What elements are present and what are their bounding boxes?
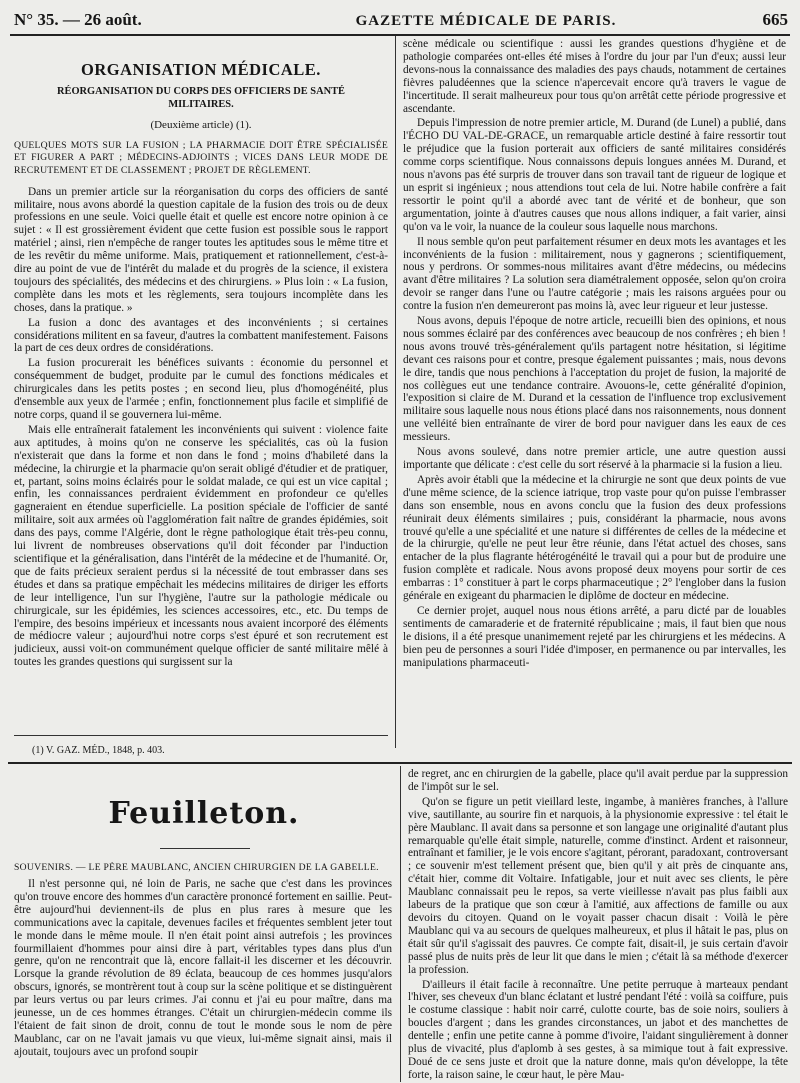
article-subtitle: RÉORGANISATION DU CORPS DES OFFICIERS DE SANTÉ MILITAIRES. (57, 85, 345, 110)
paragraph: Après avoir établi que la médecine et la chirurgie ne sont que deux points de vue d'une même science, de la science iatrique, trop vaste pour qu'on puisse l'embrasser dans son ensemble, nous en avons conclu que la fusion des deux professions réunirait deux éléments similaires ; puis, considérant la pharmacie, nous avons trouvé qu'elle a une spécialité et une nature si différentes de celles de la médecine et de la chirurgie, qu'elle ne peut leur être réunie, dans l'état actuel des choses, sans entacher de la plus flagrante hétérogénéité le travail qui a pour but de produire une fusion complète et radicale. Nous avons proposé deux moyens pour sortir de ces embarras : 1° constituer à part le corps pharmaceutique ; 2° l'englober dans la fusion générale en exigeant du pharmacien le diplôme de docteur en médecine. (403, 473, 786, 603)
feuilleton-title: Feuilleton. (108, 796, 300, 831)
paragraph: Dans un premier article sur la réorganisation du corps des officiers de santé militaire, nous avons abordé la question capitale de la fusion des trois ou de deux professions en une seule. Voici quelle était et quelle est encore notre opinion à ce sujet : « Il est grossièrement évident que cette fusion est possible sous le rapport matériel ; ainsi, rien n'empêche de ranger toutes les aptitudes sous le même titre et de les revêtir du même uniforme. Mais, pratiquement et rationnellement, c'est-à-dire au point de vue de l'intérêt du malade et du progrès de la science, il existera toujours des spécialités, des médecins et des chirurgiens. » Plus loin : « La fusion, complète dans les mots et les règlements, sera toujours incomplète dans les choses, dans la pratique. » (14, 185, 388, 314)
issue-number: N° 35. — 26 août. (14, 10, 142, 29)
feuilleton-right-column (408, 768, 788, 1080)
article-right-column (403, 38, 786, 754)
article-summary: QUELQUES MOTS SUR LA FUSION ; LA PHARMACIE DOIT ÊTRE SPÉCIALISÉE ET FIGURER A PART ; MÉDECINS-ADJOINTS ; VICES DANS LEUR MODE DE RECRUTEMENT ET DE CLASSEMENT ; PROJET DE RÈGLEMENT. (14, 139, 388, 176)
paragraph: Nous avons soulevé, dans notre premier article, une autre question aussi importante que délicate : c'est celle du sort réservé à la pharmacie si la fusion a lieu. (403, 446, 786, 471)
paragraph: de regret, anc en chirurgien de la gabelle, place qu'il avait perdue par la suppression de l'impôt sur le sel. (408, 768, 788, 793)
paragraph: Qu'on se figure un petit vieillard leste, ingambe, à manières franches, à l'allure vive, sautillante, au sourire fin et narquois, à la physionomie expressive : tel était le père Maublanc. Il avait dans sa personne et son langage une originalité d'autant plus remarquable qu'elle était simple, naturelle, comme d'instinct. Ardent et raisonneur, entraînant et familier, je le vois encore s'agitant, pérorant, paradoxant, controversant ; ce souvenir m'est tellement présent que, bien qu'il y ait près de cinquante ans, c'était hier, comme dit Voltaire. Infatigable, jour et nuit avec ses clients, le père Maublanc connaissait peu le repos, sa verte vieillesse n'avait pas plus faibli aux labeurs de la pratique que son cœur à l'amitié, aux affections de famille ou aux devoirs du citoyen. Quand on le voyait passer chacun disait : Voilà le père Maublanc qui va au secours de quelques malheureux, et plus il hâtait le pas, plus on était sûr qu'il s'agissait des pauvres. Ce compte fait, disait-il, je suis certain d'avoir passé plus de nuits près de leur lit que dans le mien ; c'était là sa méthode d'exercer la profession. (408, 795, 788, 976)
page-number: 665 (762, 10, 788, 29)
paragraph: Mais elle entraînerait fatalement les inconvénients qui suivent : violence faite aux aptitudes, à moins qu'on ne conserve les spécialités, cas où la fusion n'existerait que dans la forme et non dans le fond ; moins d'habileté dans la médecine, la chirurgie et la pharmacie qu'on serait obligé d'étudier et de pratiquer, et, partant, soins moins éclairés pour le soldat malade, ce qui est un vice capital ; enfin, les connaissances perdraient évidemment en profondeur ce qu'elles gagneraient en étendue superficielle. La position spéciale de l'officier de santé militaire, soit aux armées où l'agglomération fait naître de grandes épidémies, soit dans des pays, comme l'Algérie, dont le règne pathologique était très-peu connu, lui livrent de nombreuses observations qu'il doit féconder par l'induction scientifique et la généralisation, dans l'intérêt de la médecine et de l'humanité. Or, que de faits précieux seraient perdus si la nécessité de tout embrasser dans ses études et dans sa pratique empêchait les médecins militaires de diriger les efforts de leur intelligence, l'un sur l'hygiène, l'autre sur la pathologie médicale ou chirurgicale, sur les épidémies, les sciences accessoires, etc., etc. Du temps de l'empire, des besoins impérieux et incessants nous avaient incorporé des éléments de médiocre valeur ; aujourd'hui notre corps s'est épuré et son recrutement est judicieux, aussi voit-on communément quelque officier de santé militaire mêlé à toutes les grandes questions qui surgissent sur la (14, 423, 388, 669)
feuilleton-subtitle: SOUVENIRS. — LE PÈRE MAUBLANC, ANCIEN CHIRURGIEN DE LA GABELLE. (14, 862, 379, 873)
paragraph: scène médicale ou scientifique : aussi les grandes questions d'hygiène et de pathologie comparées ont-elles été mises à l'ordre du jour par l'un d'eux; aussi leur devons-nous la connaissance des maladies des pays chauds, notamment de certaines fièvres paludéennes que la science n'apercevait encore qu'à travers le vague de l'incertitude. Il serait malheureux pour tous qu'on arrêtât cette période progressive et ascendante. (403, 38, 786, 115)
feuilleton-left-column (14, 862, 392, 1080)
page-header (14, 10, 788, 32)
paragraph: La fusion procurerait les bénéfices suivants : économie du personnel et conséquemment de budget, produite par le cumul des fonctions médicales et chirurgicales dans les petits postes ; en second lieu, plus d'homogénéité, plus d'ensemble aux yeux de l'armée ; enfin, fonctionnement plus facile et simplifié de notre corps, quand il se gouvernera lui-même. (14, 357, 388, 421)
paragraph: Nous avons, depuis l'époque de notre article, recueilli bien des opinions, et nous nous sommes éclairé par des conférences avec beaucoup de nos confrères ; eh bien ! nous avons trouvé très-généralement qu'ils partagent notre hésitation, si légitime devant ces raisons pour et contre, presque également puissantes ; mais, nous devons le dire, tandis que nous penchions à l'acceptation du projet de fusion, la majorité de nos collègues eut une tendance contraire. Avouons-le, cette généralité d'opinion, l'exposition si claire de M. Durand et la cessation de l'influence trop exclusivement militaire sous laquelle nous nous étions placé dans nos raisonnements, nous donnent une velléité bien entraînante de virer de bord pour naviguer dans les eaux de ces messieurs. (403, 315, 786, 444)
paragraph: Ce dernier projet, auquel nous nous étions arrêté, a paru dicté par de louables sentiments de camaraderie et de fraternité républicaine ; mais, il faut bien que nous le disions, il a été presque unanimement rejeté par les chirurgiens et les médecins. A bien peu de personnes a souri l'idée d'imposer, en permanence ou par intervalles, les manipulations pharmaceuti- (403, 604, 786, 669)
feuilleton-rule (8, 762, 792, 764)
column-divider (395, 36, 396, 748)
section-title: ORGANISATION MÉDICALE. (81, 60, 321, 79)
paragraph: Il n'est personne qui, né loin de Paris, ne sache que c'est dans les provinces qu'on trouve encore des hommes d'un caractère prononcé fortement en saillie. Peut-être aujourd'hui deviennent-ils de plus en plus rares à mesure que les communications avec la capitale, devenues faciles et fréquentes semblent jeter tout le monde dans le même moule. Il n'en était point ainsi autrefois ; les provinces fourmillaient d'hommes pour ainsi dire à part, véritables types dans plus d'un genre, qu'on ne rencontrait que là, encore fallait-il les discerner et les découvrir. Lorsque la grande révolution de 89 éclata, beaucoup de ces hommes jusqu'alors obscurs, ignorés, se montrèrent tout à coup sur la scène politique et se distinguèrent par leurs vertus ou par leurs crimes. J'ai connu et j'ai eu pour maître, dans ma jeunesse, un de ces hommes étranges. C'était un chirurgien-médecin comme ils l'étaient de fait sinon de droit, connu de tout le monde sous le nom de père Maublanc, car on ne l'avait jamais vu que vieux, lui-même signait ainsi, mais il ajoutait, toujours avec un profond soupir (14, 878, 392, 1058)
article-number: (Deuxième article) (1). (150, 118, 252, 131)
footnote: (1) V. GAZ. MÉD., 1848, p. 403. (32, 745, 165, 756)
paragraph: D'ailleurs il était facile à reconnaître. Une petite perruque à marteaux pendant l'hiver, ses cheveux d'un blanc éclatant et lustré pendant l'été : voilà sa coiffure, puis le costume classique : habit noir carré, culotte courte, bas de soie noirs, souliers à boucles d'argent ; dans les grandes circonstances, un jabot et des manchettes de dentelle ; enfin une petite canne à pomme d'ivoire, l'aidant singulièrement à donner plus de vivacité, plus d'aplomb à ses gestes, à sa mimique tout à fait expressive. Doué de ce sens juste et droit que la nature donne, mais qu'on développe, la tête forte, la raison saine, le cœur haut, le père Mau- (408, 978, 788, 1080)
paragraph: Depuis l'impression de notre premier article, M. Durand (de Lunel) a publié, dans l'ÉCHO DU VAL-DE-GRACE, un remarquable article destiné à faire ressortir tout le préjudice que la fusion porterait aux officiers de santé militaires considérés comme corps scientifique. Nous connaissons depuis longues années M. Durand, et nous n'avons pas été surpris de trouver dans son travail tant de rigueur de logique et un esprit si ingénieux ; nous attendions tout cela de lui. Notre habile confrère a fait ressortir le point qu'il a abordé avec tant de vérité et de bonheur, que son argumentation, jointe à d'autres causes que nous allons indiquer, a fait varier, ainsi qu'on va le voir, la nuance de la couleur sous laquelle nous marchons. (403, 117, 786, 233)
paragraph: Il nous semble qu'on peut parfaitement résumer en deux mots les avantages et les inconvénients de la fusion : militairement, nous y gagnerons ; scientifiquement, nous y perdrons. Or sommes-nous militaires avant d'être médecins, ou médecins avant d'être militaires ? La solution sera diamétralement opposée, selon qu'on croira devoir se ranger dans l'une ou l'autre catégorie ; mais les raisons arguées pour ou contre la fusion n'en demeureront pas moins là, avec leur rigueur et leur justesse. (403, 235, 786, 313)
footnote-rule (14, 735, 388, 736)
article-left-column (14, 36, 388, 734)
feuilleton-title-rule (160, 848, 250, 849)
feuilleton-column-divider (400, 766, 401, 1082)
paragraph: La fusion a donc des avantages et des inconvénients ; si certaines considérations militent en sa faveur, d'autres la combattent manifestement. Faisons la part de ces deux ordres de considérations. (14, 316, 388, 355)
journal-title: GAZETTE MÉDICALE DE PARIS. (355, 13, 617, 29)
